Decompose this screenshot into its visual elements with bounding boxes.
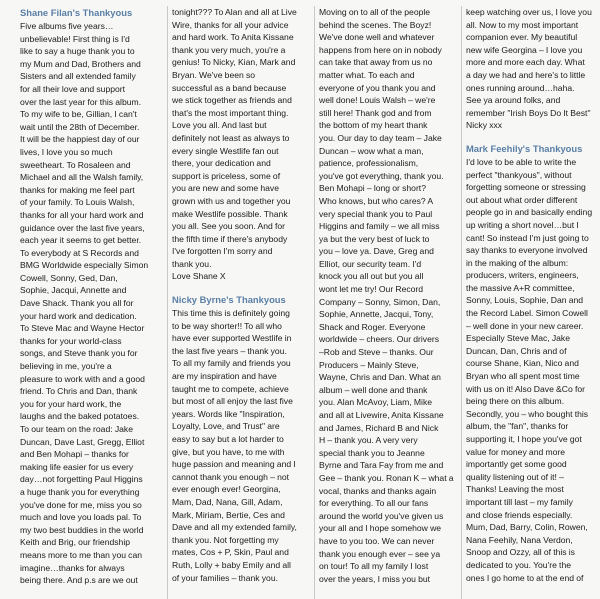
mark-feehily-text: I'd love to be able to write the perfect "thankyous", without forgetting someone or stressing out about what order different people go in and basically ending up writing a short novel…but I cant! So instead I'm just going to say thanks to everyone involved in the making of the album: producers, writers, engineers, the massive A+R committee, Sonny, Louis, Sophie, Dan and the Record Label. Simon Cowell – well done in your new career. Especially Steve Mac, Jake Duncan, Dan, Chris and of course Shane, Kian, Nico and Bryan who all spent most time with us on it! Also Dave &Co for being there on this album. Secondly, you – who bought this album, the "fan", thanks for supporting it, I hope you've got value for money and more importantly get some good quality listening out of it! – Thanks! Leaving the most important till last – my family and close friends especially. Mum, Dad, Barry, Colin, Rowen, Nana Feehily, Nana Verdon, Snoop and Ozzy, all of this is dedicated to you. You're the ones I go home to at the end of (466, 156, 593, 583)
mark-feehily-heading: Mark Feehily's Thankyous (466, 142, 583, 154)
nicky-byrne-heading: Nicky Byrne's Thankyous (172, 294, 286, 306)
column-4 (461, 6, 600, 599)
column-1 (20, 6, 167, 599)
column-2 (167, 6, 314, 599)
column-3 (314, 6, 461, 599)
shane-filan-heading: Shane Filan's Thankyous (20, 7, 133, 18)
nicky-byrne-text-end: keep watching over us, I love you all. Now to my most important companion ever. My beautiful new wife Georgina – I love you more and more each day. What a day we had and here's to little ones running around…haha. See ya around folks, and remember "Irish Boys Do It Best" Nicky xxx (466, 7, 592, 131)
shane-filan-text: Five albums five years… unbelievable! First thing is I'd like to say a huge thank you to my Mum and Dad, Brothers and Sisters and all extended family for all their love and support over the last year for this album. To my wife to be, Gillian, I can't wait until the 28th of December. It will be the happiest day of our lives, I love you so much sweetheart. To Rosaleen and Michael and all the Walsh family, thanks for making me feel part of your family. To Louis Walsh, thanks for all your hard work and guidance over the last five years, each year it seems to get better. To everybody at S Records and BMG Worldwide especially Simon Cowell, Sonny, Ged, Dan, Sophie, Jacqui, Annette and Dave Shack. Thank you all for your hard work and dedication. To Steve Mac and Wayne Hector thanks for your world-class songs, and Steve thank you for believing in me, you're a pleasure to work with and a good friend. To Chris and Dan, thank you for your hard work, the laughs and the baked potatoes. To our team on the road: Jake Duncan, Dave Last, Gregg, Elliot and Ben Mohapi – thanks for making life easier for us every day…not forgetting Paul Higgins a huge thank you for everything you've done for me, miss you so much and love you loads pal. To my two best buddies in the world Keith and Brig, our friendship means more to me than you can imagine…thanks for always being there. And p.s are we out (20, 21, 149, 586)
shane-filan-text-continued: tonight??? To Alan and all at Live Wire, thanks for all your advice and hard work. To Anita Kissane thank you very much, you're a genius! To Nicky, Kian, Mark and Bryan. We've been so successful as a band because we stick together as friends and that's the most important thing. Love you all. And last but definitely not least as always to every single Westlife fan out there, your dedication and support is priceless, some of you are new and some have grown with us and together you make Westlife possible. Thank you all. See you soon. And for the fifth time if there's anybody I've forgotten I'm sorry and thank you. Love Shane X (172, 7, 297, 282)
nicky-byrne-text: This time this is definitely going to be way shorter!! To all who have ever supported Westlife in the last five years – thank you. To all my family and friends you are my inspiration and have taught me to compete, achieve but most of all enjoy the last five years. Words like "Inspiration, Loyalty, Love, and Trust" are easy to say but a lot harder to give, but you have, to me with huge passion and meaning and I cannot thank you enough – not ever enough ever! Georgina, Mam, Dad, Nana, Gill, Adam, Mark, Miriam, Bertie, Ces and Dave and all my extended family, thank you. Not forgetting my mates, Cos + P, Skin, Paul and Ruth, Lolly + baby Emily and all of your families – thank you. (172, 308, 297, 583)
nicky-byrne-text-continued: Moving on to all of the people behind the scenes. The Boyz! We've done well and whatever happens from here on in nobody can take that away from us no matter what. To each and everyone of you thank you and well done! Louis Walsh – we're still here! Thank god and from the bottom of my heart thank you. Our day to day team – Jake Duncan – wow what a man, patience, professionalism, you've got everything, thank you. Ben Mohapi – long or short? Who knows, but who cares? A very special thank you to Paul Higgins and family – we all miss ya but the very best of luck to you – love ya. Dave, Greg and Elliot, our security team. I'd knock you all out but you all wont let me try! Our Record Company – Sonny, Simon, Dan, Sophie, Annette, Jacqui, Tony, Shack and Roger. Everyone worldwide – cheers. Our drivers –Rob and Steve – thanks. Our Producers – Mainly Steve, Wayne, Chris and Dan. What an album – well done and thank you. Alan McAvoy, Liam, Mike and all at Livewire, Anita Kissane and James, Richard B and Nick H – thank you. A very very special thank you to Jeanne Byrne and Tara Fay from me and Gee – thank you. Ronan K – what a vocal, thanks and thanks again for everything. To all our fans around the world you've given us your all and I hope somehow we have to you too. We can never thank you enough ever – see ya on tour! To all my family I lost over the years, I miss you but (319, 7, 454, 584)
